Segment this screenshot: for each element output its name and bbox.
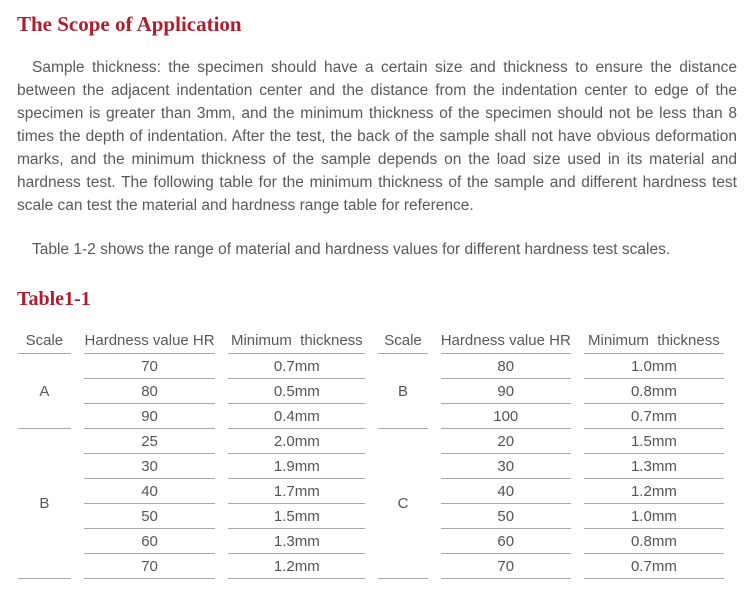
scale-group-cell-b-left: B (18, 429, 71, 579)
hardness-value-cell: 50 (441, 504, 571, 529)
table-row (18, 504, 724, 529)
hardness-value-cell: 40 (441, 479, 571, 504)
hardness-value-cell: 60 (84, 529, 216, 554)
column-header-thickness-right: Minimum thickness (584, 328, 724, 354)
table-reference-note: Table 1-2 shows the range of material and hardness values for different hardness test scales. (32, 241, 671, 258)
thickness-value-cell: 1.5mm (228, 504, 365, 529)
table-row (18, 529, 724, 554)
column-header-scale-right: Scale (378, 328, 427, 354)
thickness-value-cell: 0.7mm (584, 554, 724, 579)
hardness-value-cell: 70 (441, 554, 571, 579)
hardness-value-cell: 60 (441, 529, 571, 554)
thickness-value-cell: 1.3mm (228, 529, 365, 554)
hardness-value-cell: 90 (441, 379, 571, 404)
hardness-value-cell: 70 (84, 354, 216, 379)
hardness-value-cell: 100 (441, 404, 571, 429)
thickness-value-cell: 1.2mm (584, 479, 724, 504)
thickness-value-cell: 1.3mm (584, 454, 724, 479)
thickness-value-cell: 1.5mm (584, 429, 724, 454)
table-row (18, 454, 724, 479)
table-row (18, 479, 724, 504)
thickness-value-cell: 0.7mm (584, 404, 724, 429)
thickness-value-cell: 1.9mm (228, 454, 365, 479)
hardness-thickness-table (5, 328, 737, 579)
hardness-value-cell: 70 (84, 554, 216, 579)
table-row (18, 554, 724, 579)
column-header-thickness-left: Minimum thickness (228, 328, 365, 354)
page-title: The Scope of Application (17, 12, 242, 36)
scale-group-cell-b-right: B (378, 354, 427, 429)
hardness-value-cell: 50 (84, 504, 216, 529)
column-header-hardness-left: Hardness value HR (84, 328, 216, 354)
hardness-value-cell: 80 (84, 379, 216, 404)
thickness-value-cell: 0.4mm (228, 404, 365, 429)
hardness-value-cell: 40 (84, 479, 216, 504)
column-header-scale-left: Scale (18, 328, 71, 354)
thickness-value-cell: 0.8mm (584, 379, 724, 404)
table-row (18, 429, 724, 454)
thickness-value-cell: 0.7mm (228, 354, 365, 379)
thickness-value-cell: 1.0mm (584, 504, 724, 529)
thickness-value-cell: 0.5mm (228, 379, 365, 404)
scale-group-cell-a: A (18, 354, 71, 429)
thickness-value-cell: 1.7mm (228, 479, 365, 504)
thickness-value-cell: 2.0mm (228, 429, 365, 454)
hardness-value-cell: 30 (441, 454, 571, 479)
thickness-value-cell: 1.2mm (228, 554, 365, 579)
hardness-value-cell: 90 (84, 404, 216, 429)
table-row (18, 404, 724, 429)
table-row (18, 354, 724, 379)
hardness-value-cell: 80 (441, 354, 571, 379)
table-title: Table1-1 (17, 288, 91, 310)
table-row (18, 379, 724, 404)
thickness-value-cell: 1.0mm (584, 354, 724, 379)
hardness-value-cell: 25 (84, 429, 216, 454)
intro-paragraph: Sample thickness: the specimen should have a certain size and thickness to ensure the distance between the adjacent indentation center and the distance from the indentation center to edge of the specimen is greater than 3mm, and the minimum thickness of the specimen should not be less than 8 times the depth of indentation. After the test, the back of the sample shall not have obvious deformation marks, and the minimum thickness of the sample depends on the load size used in its material and hardness test. The following table for the minimum thickness of the sample and different hardness test scale can test the material and hardness range table for reference. (17, 59, 737, 214)
hardness-value-cell: 30 (84, 454, 216, 479)
thickness-value-cell: 0.8mm (584, 529, 724, 554)
table-header-row (18, 328, 724, 354)
scale-group-cell-c: C (378, 429, 427, 579)
hardness-value-cell: 20 (441, 429, 571, 454)
column-header-hardness-right: Hardness value HR (441, 328, 571, 354)
